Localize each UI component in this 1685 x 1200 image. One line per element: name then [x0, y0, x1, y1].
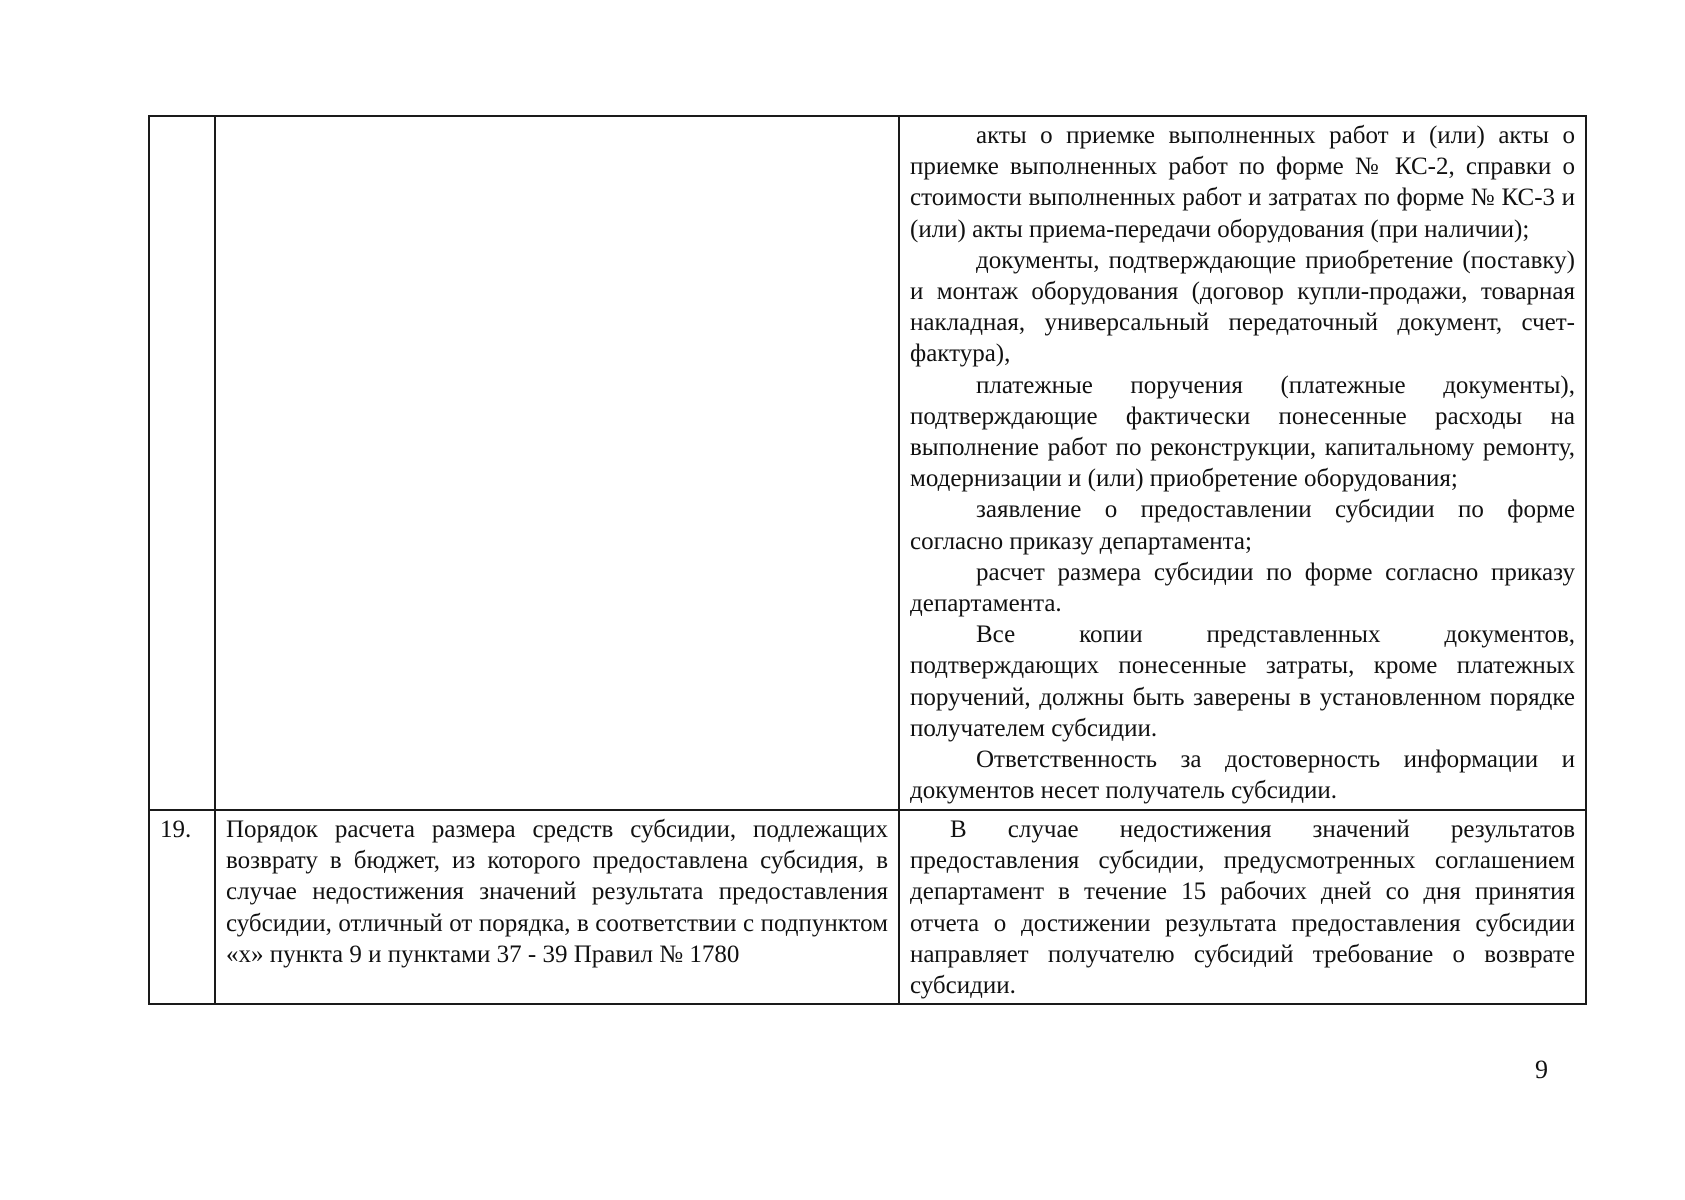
requirements-table: [148, 115, 1587, 1005]
content-cell: [899, 116, 1586, 810]
paragraph: расчет размера субсидии по форме согласно приказу департамента.: [910, 558, 1575, 618]
paragraph: В случае недостижения значений результатов предоставления субсидии, предусмотренных соглашением департамент в течение 15 рабочих дней со дня принятия отчета о достижении результата предоставления субсидии направляет получателю субсидий требование о возврате субсидии.: [910, 816, 1575, 1000]
row-number-cell: [149, 810, 215, 1004]
row-description: Порядок расчета размера средств субсидии, подлежащих возврату в бюджет, из которого предоставлена субсидия, в случае недостижения значений результата предоставления субсидии, отличный от порядка, в соответствии с подпунктом «х» пункта 9 и пунктами 37 - 39 Правил № 1780: [226, 816, 888, 968]
paragraph: заявление о предоставлении субсидии по форме согласно приказу департамента;: [910, 496, 1575, 555]
description-cell: [215, 810, 899, 1004]
description-cell: [215, 116, 899, 810]
content-cell: [899, 810, 1586, 1004]
table-row: [149, 116, 1586, 810]
paragraph: Ответственность за достоверность информации и документов несет получатель субсидии.: [910, 746, 1575, 805]
paragraph: документы, подтверждающие приобретение (поставку) и монтаж оборудования (договор купли-продажи, товарная накладная, универсальный передаточный документ, счет-фактура),: [910, 246, 1575, 368]
paragraph: платежные поручения (платежные документы), подтверждающие фактически понесенные расходы на выполнение работ по реконструкции, капитальному ремонту, модернизации и (или) приобретение оборудования;: [910, 371, 1575, 493]
paragraph: акты о приемке выполненных работ и (или) акты о приемке выполненных работ по форме № КС-2, справки о стоимости выполненных работ и затратах по форме № КС-3 и (или) акты приема-передачи оборудования (при наличии);: [910, 122, 1575, 243]
row-number-cell: [149, 116, 215, 810]
page-number: 9: [1535, 1055, 1548, 1084]
row-number: 19.: [160, 816, 192, 843]
table-row: [149, 810, 1586, 1004]
paragraph: Все копии представленных документов, подтверждающих понесенные затраты, кроме платежных поручений, должны быть заверены в установленном порядке получателем субсидии.: [910, 621, 1575, 742]
